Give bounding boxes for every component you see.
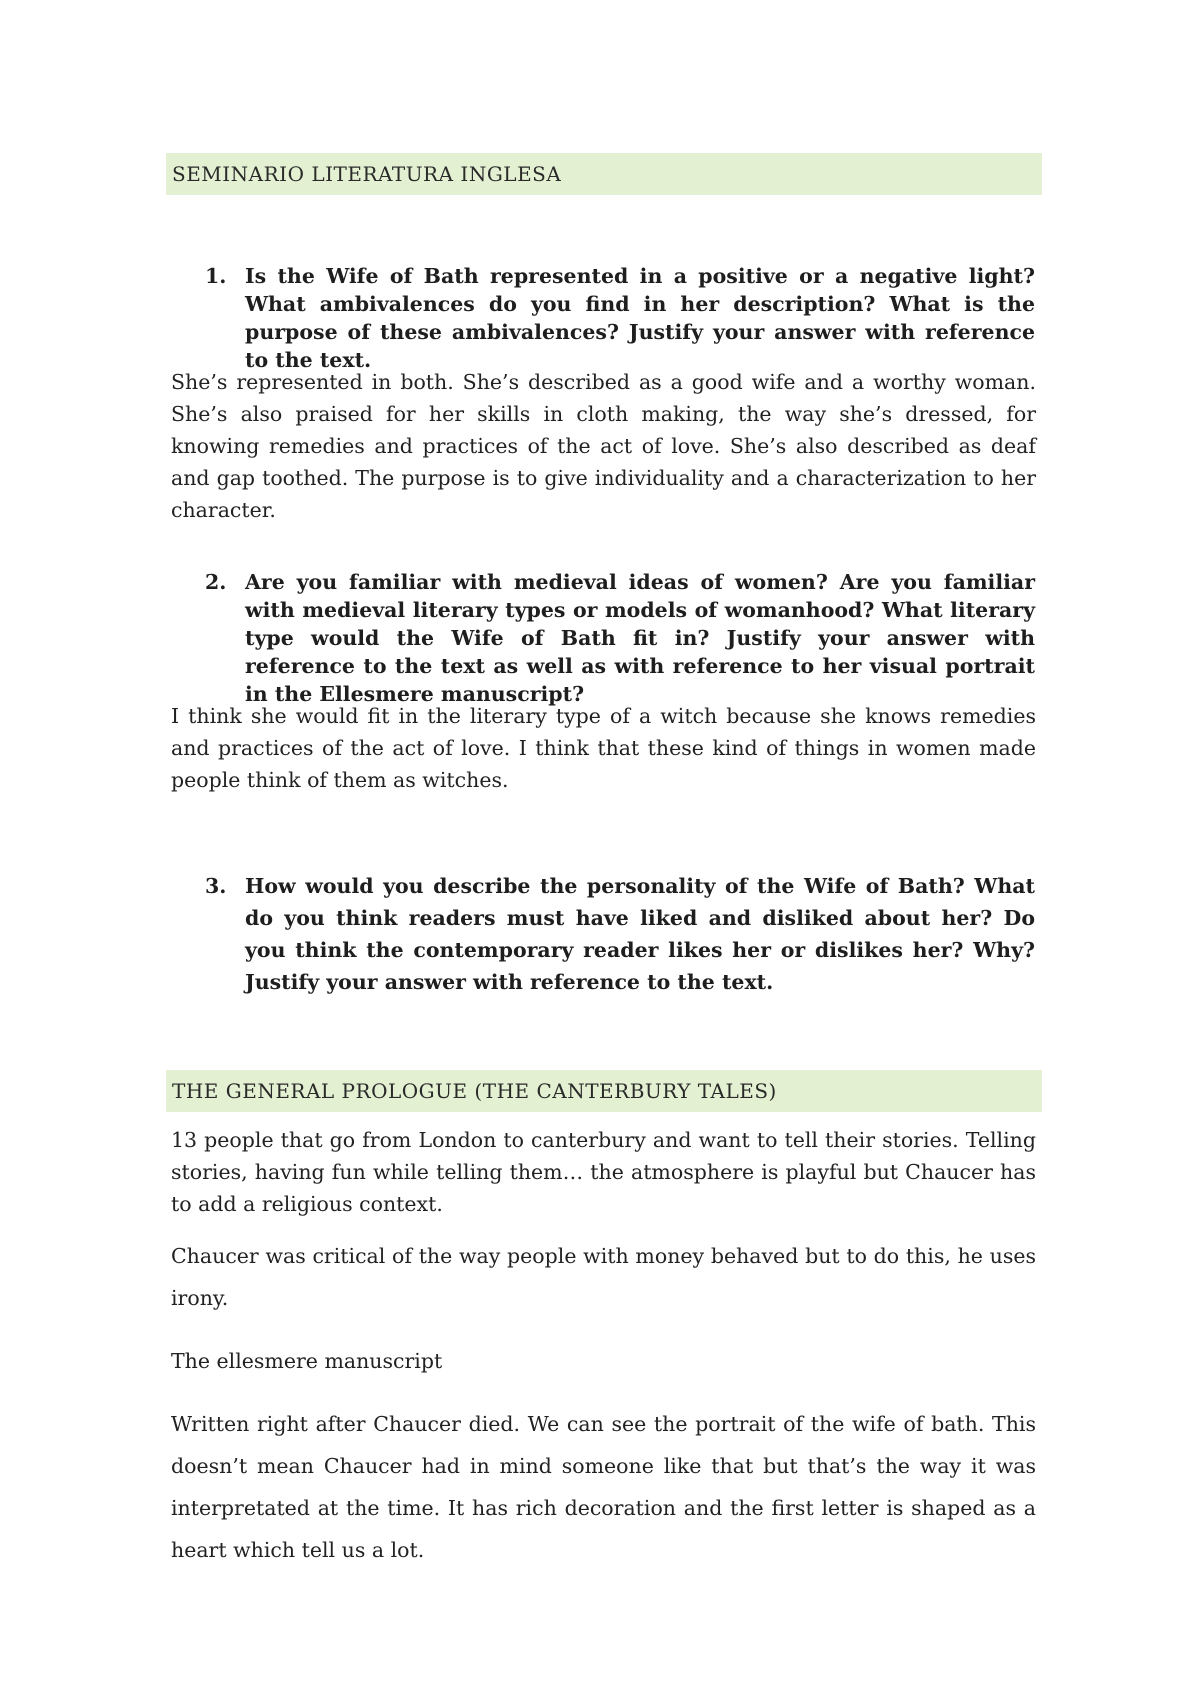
answer-1: She’s represented in both. She’s described as a good wife and a worthy woman. She’s also praised for her skills in cloth making, the way she’s dressed, for knowing remedies and practices of the act of love. She’s also described as deaf and gap toothed. The purpose is to give individuality and a characterization to her character. [171, 370, 1036, 522]
answer-2: I think she would fit in the literary type of a witch because she knows remedies and practices of the act of love. I think that these kind of things in women made people think of them as witches. [171, 704, 1036, 792]
question-2 [205, 568, 1035, 708]
section-heading-text: SEMINARIO LITERATURA INGLESA [172, 162, 562, 186]
question-number: 3. [205, 874, 227, 898]
question-text: Is the Wife of Bath represented in a positive or a negative light? What ambivalences do you find in her description? What is the purpose of these ambivalences? Justify your answer with reference to the text. [245, 264, 1035, 372]
question-number: 2. [205, 570, 227, 594]
question-number: 1. [205, 264, 227, 288]
prologue-paragraph-4: Written right after Chaucer died. We can see the portrait of the wife of bath. This doesn’t mean Chaucer had in mind someone like that but that’s the way it was interpretated at the time. It has rich decoration and the first letter is shaped as a heart which tell us a lot. [171, 1412, 1036, 1562]
prologue-paragraph-3: The ellesmere manuscript [171, 1349, 443, 1373]
section-heading-text: THE GENERAL PROLOGUE (THE CANTERBURY TALES) [172, 1079, 777, 1103]
question-1 [205, 262, 1035, 374]
question-text: How would you describe the personality of the Wife of Bath? What do you think readers must have liked and disliked about her? Do you think the contemporary reader likes her or dislikes her? Why? Justify your answer with reference to the text. [245, 874, 1035, 994]
prologue-paragraph-2: Chaucer was critical of the way people with money behaved but to do this, he uses irony. [171, 1244, 1036, 1310]
question-3 [205, 870, 1035, 998]
section-heading-seminario [166, 153, 1042, 195]
section-heading-prologue [166, 1070, 1042, 1112]
question-text: Are you familiar with medieval ideas of women? Are you familiar with medieval literary types or models of womanhood? What literary type would the Wife of Bath fit in? Justify your answer with reference to the text as well as with reference to her visual portrait in the Ellesmere manuscript? [245, 570, 1035, 706]
prologue-paragraph-1: 13 people that go from London to canterbury and want to tell their stories. Telling stories, having fun while telling them… the atmosphere is playful but Chaucer has to add a religious context. [171, 1128, 1036, 1216]
